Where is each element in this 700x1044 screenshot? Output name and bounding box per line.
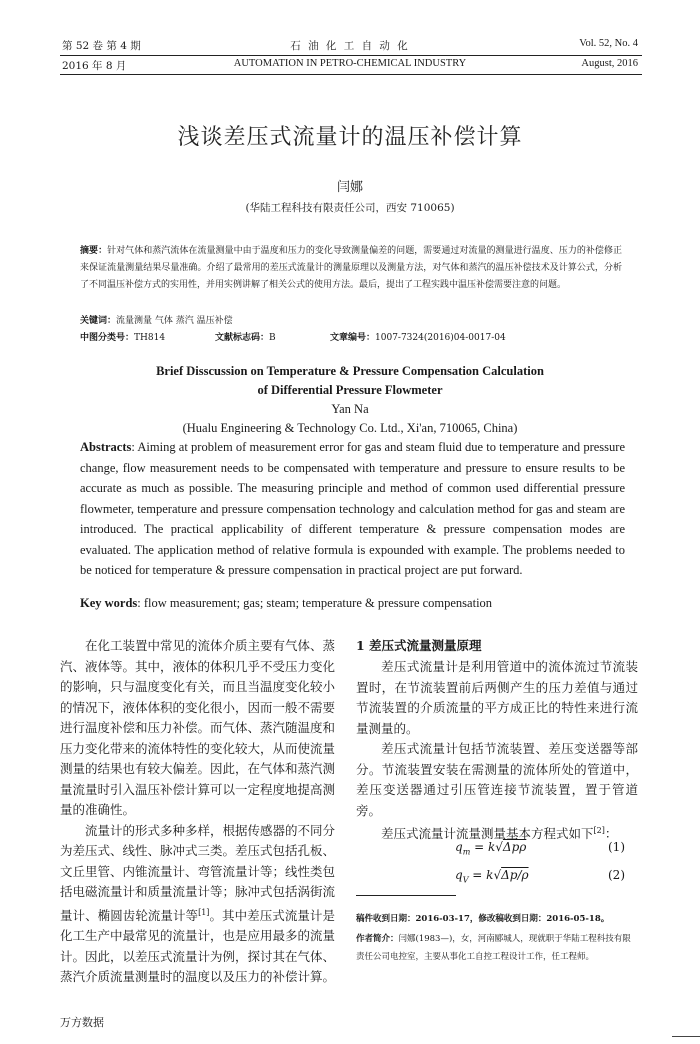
abstract-en-label: Abstracts (80, 440, 132, 454)
keywords-cn-label: 关键词： (80, 316, 117, 326)
corner-mark (672, 1036, 700, 1037)
section-1-paragraph-2: 差压式流量计包括节流装置、差压变送器等部分。节流装置安装在需测量的流体所处的管道中，差压变送器通过引压管连接节流装置，置于管道旁。 (356, 741, 638, 818)
footnote-author-bio: 作者简介：闫娜(1983—)，女，河南郾城人，现就职于华陆工程科技有限责任公司电控室，主要从事化工自控工程设计工作，任工程师。 (356, 934, 631, 962)
paper-title-en-line2: of Differential Pressure Flowmeter (257, 383, 443, 397)
equation-1-number: (1) (608, 840, 625, 854)
issue-date: 2016 年 8 月 (62, 60, 127, 72)
abstract-en (80, 437, 625, 581)
body-paragraph-1: 在化工装置中常见的流体介质主要有气体、蒸汽、液体等。其中，液体的体积几乎不受压力变化的影响，只与温度变化有关，而且当温度变化较小的情况下，液体体积的变化很小，因而一般不需要进行温度补偿和压力补偿。而气体、蒸汽随温度和压力变化带来的流体特性的变化较大，从而使流量测量的结果也有较大偏差。因此，在气体和蒸汽测量流量时引入温压补偿计算可以一定程度地提高测量的准确性。 (60, 638, 336, 817)
clc-code: 中图分类号：TH814 (80, 333, 166, 343)
paper-title-cn: 浅谈差压式流量计的温压补偿计算 (177, 125, 523, 150)
author-cn: 闫娜 (336, 180, 363, 195)
paper-title-en-line1: Brief Disscussion on Temperature & Pressure Compensation Calculation (156, 364, 544, 378)
keywords-en-label: Key words (80, 596, 138, 610)
body-left-column (60, 636, 335, 988)
section-1-paragraph-3: 差压式流量计流量测量基本方程式如下[2]： (381, 826, 618, 842)
abstract-cn-text: 针对气体和蒸汽流体在流量测量中由于温度和压力的变化导致测量偏差的问题，需要通过对流量的测量进行温度、压力的补偿修正来保证流量测量结果尽量准确。介绍了最常用的差压式流量计的测量原理以及测量方法，对气体和蒸汽的温压补偿技术及计算公式，分析了不同温压补偿方式的实用性，并用实例讲解了相关公式的使用方法。最后，提出了工程实践中温压补偿需要注意的问题。 (80, 246, 622, 290)
abstract-en-text: : Aiming at problem of measurement error for gas and steam fluid due to temperature and pressure change, flow measurement needs to be compensated with temperature and pressure to ensure results to be accurate as much as possible. The measuring principle and method of common used differential pressure flowmeter, temperature and pressure compensation technology and calculation method for gas and steam are introduced. The practical applicability of different temperature & pressure compensation modes are evaluated. The application method of relative formula is expounded with example. The problems needed to be noticed for temperature & pressure compensation in practical project are put forward. (80, 440, 625, 577)
equation-1: $q_m = k√\Delta p\rho$ (455, 840, 527, 857)
journal-name-cn: 石 油 化 工 自 动 化 (290, 40, 410, 52)
issue-date-en: August, 2016 (581, 58, 638, 69)
journal-name-en: AUTOMATION IN PETRO-CHEMICAL INDUSTRY (233, 58, 467, 69)
abstract-cn (80, 243, 622, 294)
affiliation-cn: (华陆工程科技有限责任公司，西安 710065) (245, 202, 455, 214)
keywords-cn (80, 313, 233, 326)
header-divider-bottom (60, 74, 642, 75)
equation-2-number: (2) (608, 868, 625, 882)
volume-info: Vol. 52, No. 4 (579, 38, 638, 49)
keywords-cn-text: 流量测量 气体 蒸汽 温压补偿 (116, 316, 233, 326)
source-watermark: 万方数据 (60, 1016, 104, 1029)
footnote-received: 稿件收到日期：2016-03-17，修改稿收到日期：2016-05-18。 (356, 914, 610, 924)
keywords-en-text: : flow measurement; gas; steam; temperature & pressure compensation (137, 596, 493, 610)
equation-2: $q_V = k√\Delta p/\rho$ (455, 868, 529, 885)
section-1-title: 1 差压式流量测量原理 (356, 638, 482, 653)
article-number: 文章编号：1007-7324(2016)04-0017-04 (330, 333, 506, 343)
section-1-paragraph-1: 差压式流量计是利用管道中的流体流过节流装置时，在节流装置前后两侧产生的压力差值与通过节流装置的介质流量的平方成正比的特性来进行流量测量的。 (356, 659, 638, 736)
keywords-en (80, 596, 625, 611)
author-en: Yan Na (331, 402, 369, 416)
doc-code: 文献标志码：B (215, 333, 276, 343)
body-right-column (356, 657, 638, 845)
issue-info: 第 52 卷 第 4 期 (62, 40, 141, 52)
citation-1[interactable]: [1] (198, 907, 210, 917)
header-divider-top (60, 55, 642, 56)
body-paragraph-2: 流量计的形式多种多样，根据传感器的不同分为差压式、线性、脉冲式三类。差压式包括孔板、文丘里管、内锥流量计、弯管流量计等；线性类包括电磁流量计和质量流量计等；脉冲式包括涡街流量计、椭圆齿轮流量计等[1]。其中差压式流量计是化工生产中最常见的流量计，也是应用最多的流量计。因此，以差压式流量计为例，探讨其在气体、蒸汽介质流量测量时的温度以及压力的补偿计算。 (60, 822, 336, 985)
affiliation-en: (Hualu Engineering & Technology Co. Ltd., Xi'an, 710065, China) (182, 421, 518, 435)
abstract-cn-label: 摘要： (80, 246, 108, 256)
citation-2[interactable]: [2] (593, 826, 605, 835)
footnote-divider (356, 895, 456, 896)
